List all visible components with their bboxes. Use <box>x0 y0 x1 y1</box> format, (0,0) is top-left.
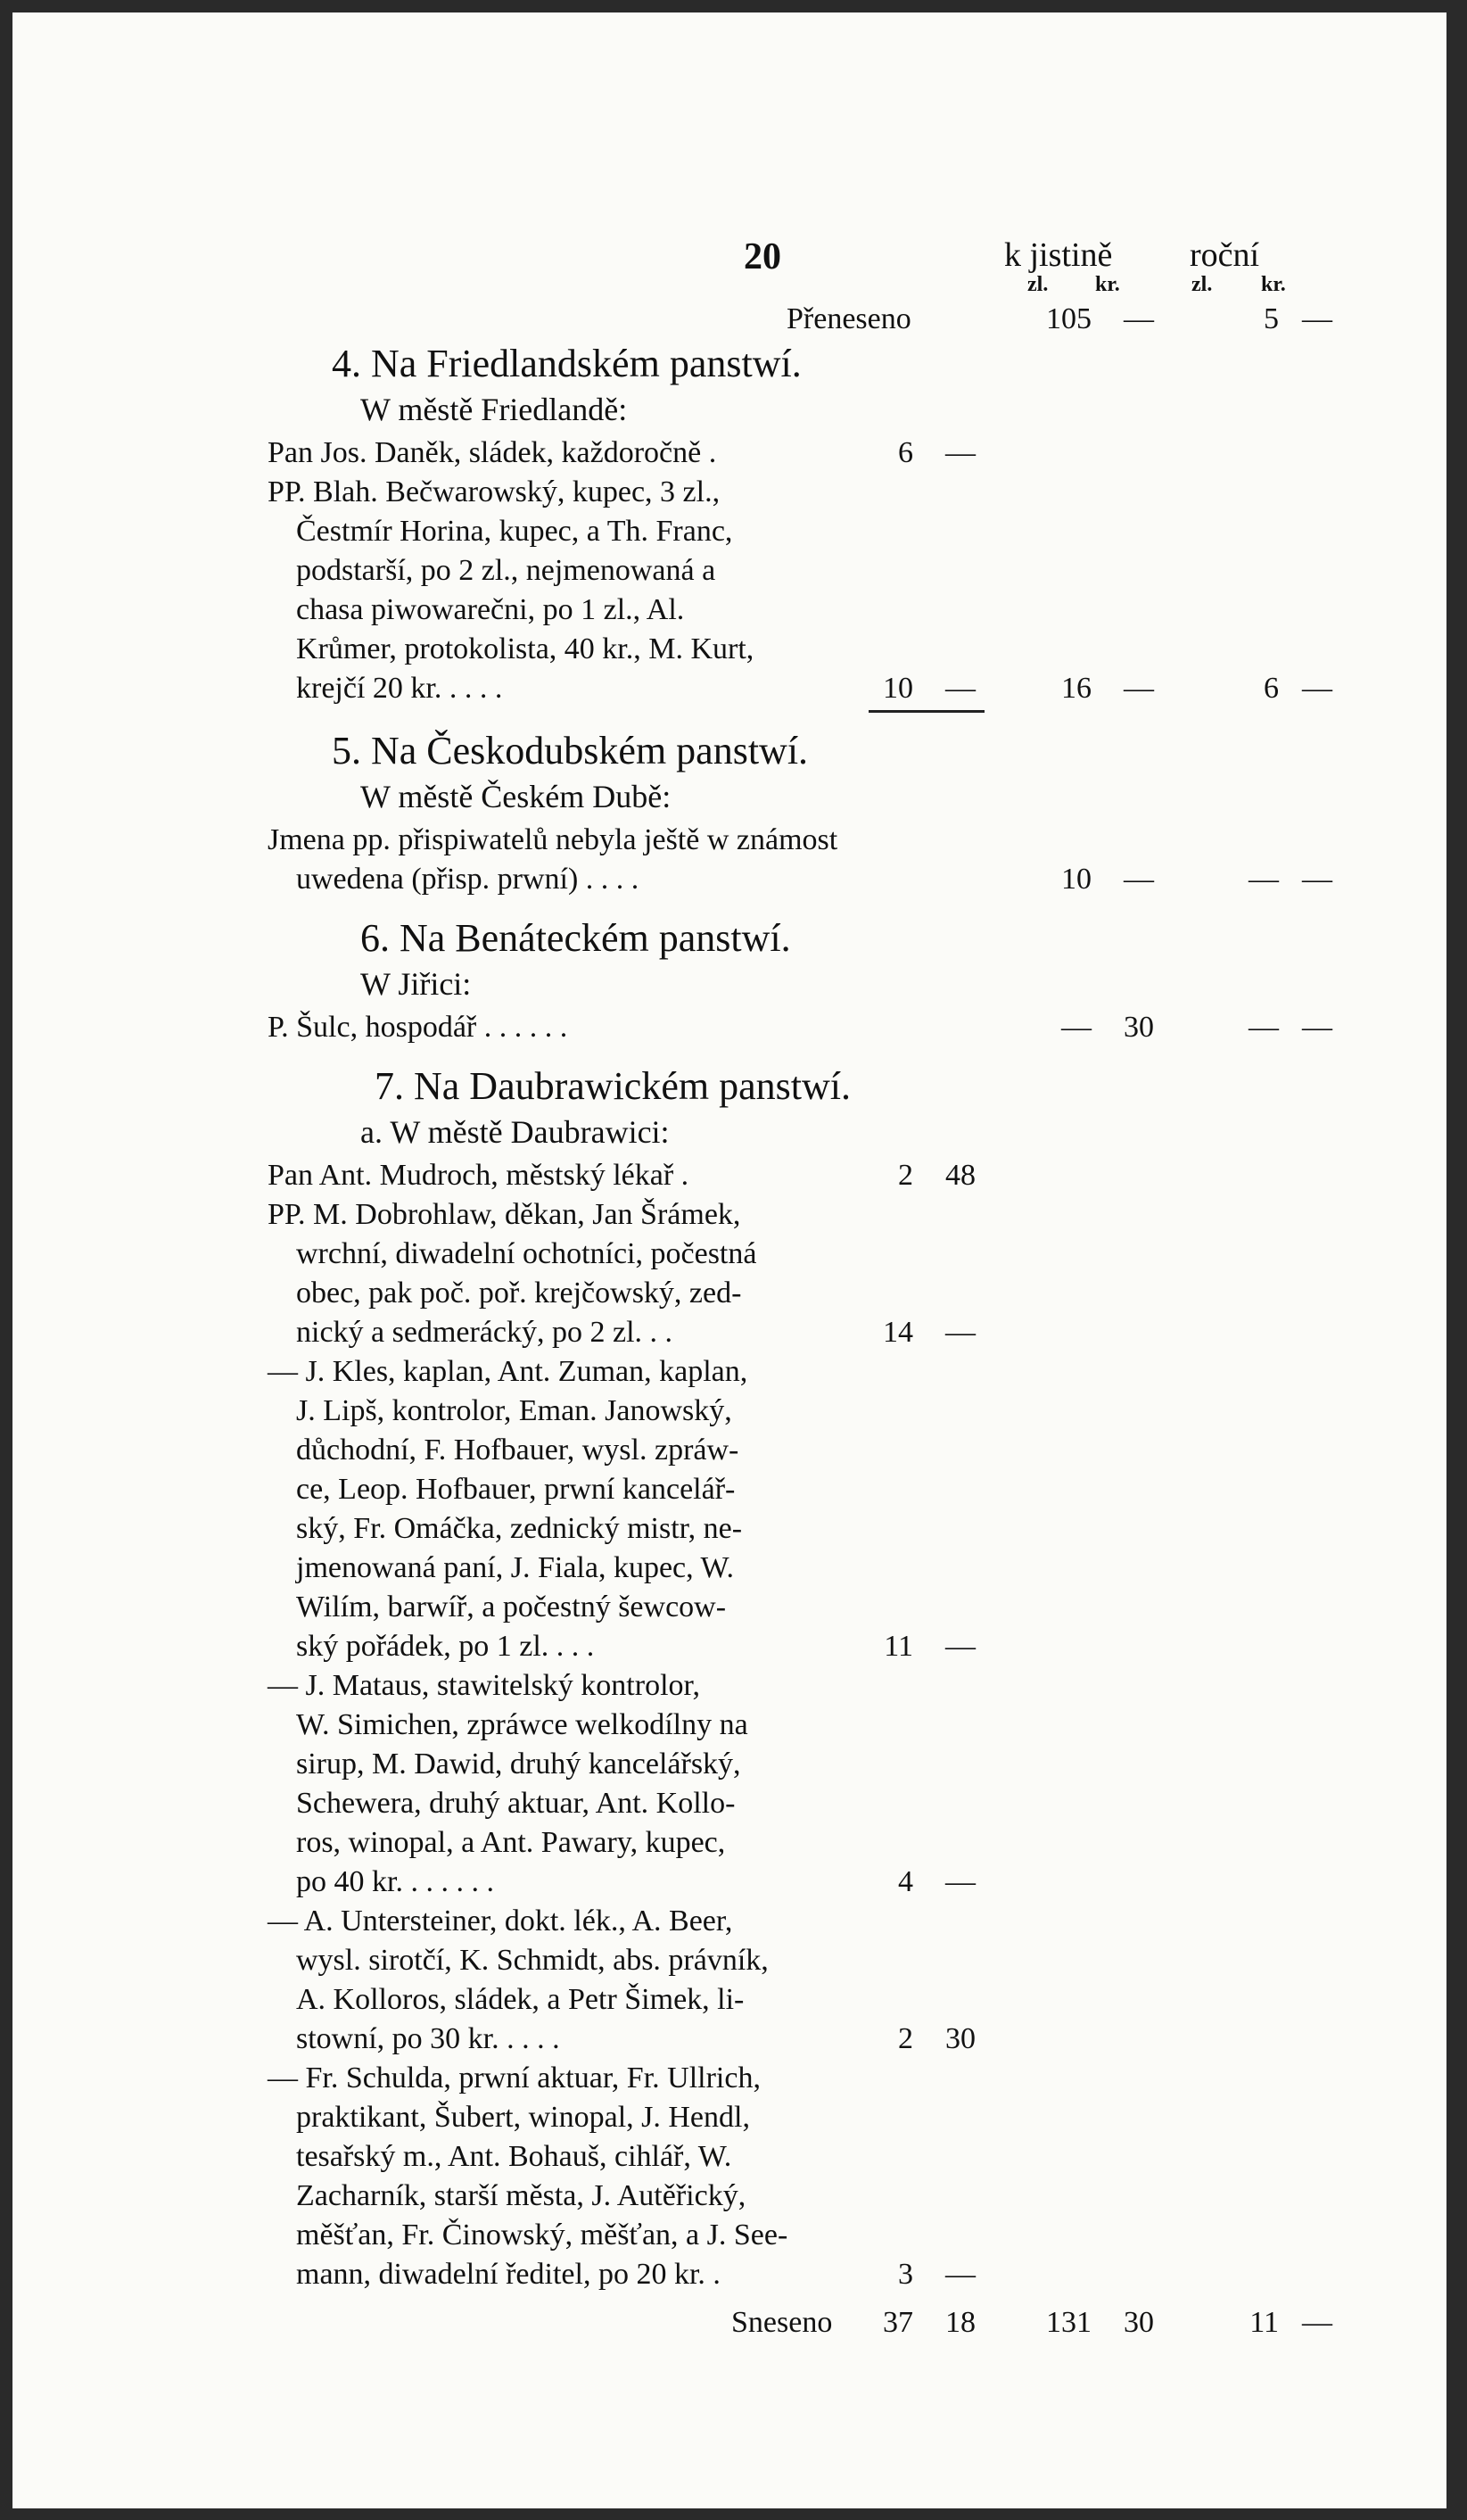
entry-text: ros, winopal, a Ant. Pawary, kupec, <box>296 1826 726 1859</box>
entry-text: nický a sedmerácký, po 2 zl. . . <box>296 1316 673 1349</box>
capital-zl: 16 <box>1061 672 1092 705</box>
entry-text: — Fr. Schulda, prwní aktuar, Fr. Ullrich, <box>268 2061 761 2094</box>
section-7-line <box>253 2137 1288 2177</box>
section-7-line <box>253 1823 1288 1863</box>
annual-zl: — <box>1249 1011 1279 1044</box>
amount-zl: 2 <box>898 2022 913 2055</box>
entry-text: — J. Kles, kaplan, Ant. Zuman, kaplan, <box>268 1355 748 1388</box>
section-7-line <box>253 1313 1288 1352</box>
section-7-line <box>253 2255 1288 2294</box>
total-label: Sneseno <box>731 2306 833 2339</box>
capital-zl: 10 <box>1061 863 1092 896</box>
entry-text: W. Simichen, zpráwce welkodílny na <box>296 1708 748 1741</box>
entry-text: wrchní, diwadelní ochotníci, počestná <box>296 1237 757 1270</box>
amount-zl: 14 <box>883 1316 913 1349</box>
column-capital-heading: k jistině <box>1004 236 1113 274</box>
section-4-line <box>253 434 1288 473</box>
section-7-line <box>253 1941 1288 1980</box>
capital-kr: — <box>1124 863 1154 896</box>
entry-text: P. Šulc, hospodář . . . . . . <box>268 1011 568 1044</box>
section-7-line <box>253 1549 1288 1588</box>
carried-capital-zl: 105 <box>1046 302 1092 335</box>
amount-kr: 30 <box>945 2022 976 2055</box>
section-6-line <box>253 1008 1332 1047</box>
section-7-line <box>253 1902 1288 1941</box>
section-7-line <box>253 2098 1288 2137</box>
section-4-subtitle: W městě Friedlandě: <box>360 392 628 427</box>
section-4-line <box>253 630 1288 669</box>
entry-text: Jmena pp. přispiwatelů nebyla ještě w známost <box>268 823 838 856</box>
annual-zl: — <box>1249 863 1279 896</box>
column-annual-heading: roční <box>1190 236 1260 274</box>
total-annual-zl: 11 <box>1249 2306 1279 2339</box>
amount-zl: 11 <box>884 1630 913 1663</box>
section-7-line <box>253 1666 1288 1706</box>
entry-text: měšťan, Fr. Činowský, měšťan, a J. See- <box>296 2218 788 2251</box>
entry-text: sirup, M. Dawid, druhý kancelářský, <box>296 1747 741 1781</box>
section-5-line <box>253 860 1332 899</box>
unit-zl-1: zl. <box>1027 273 1049 296</box>
amount-zl: 4 <box>898 1865 913 1898</box>
section-4-line <box>253 512 1288 551</box>
section-5-title: 5. Na Českodubském panstwí. <box>332 729 809 773</box>
section-5-line <box>253 821 1288 860</box>
entry-text: PP. Blah. Bečwarowský, kupec, 3 zl., <box>268 475 721 508</box>
annual-zl: 6 <box>1264 672 1279 705</box>
total-annual-kr: — <box>1302 2306 1332 2339</box>
section-7-line <box>253 1431 1288 1470</box>
amount-zl: 6 <box>898 436 913 469</box>
carried-capital-kr: — <box>1124 302 1154 335</box>
section-7-title: 7. Na Daubrawickém panstwí. <box>375 1064 851 1108</box>
entry-text: ský pořádek, po 1 zl. . . . <box>296 1630 595 1663</box>
amount-kr: — <box>945 436 976 469</box>
section-7-line <box>253 2059 1288 2098</box>
carried-forward-row <box>253 300 1332 339</box>
section-7-line <box>253 1274 1288 1313</box>
section-7-line <box>253 1863 1288 1902</box>
section-4-line <box>253 551 1288 591</box>
subtotal-rule <box>869 710 985 713</box>
entry-text: PP. M. Dobrohlaw, děkan, Jan Šrámek, <box>268 1198 741 1231</box>
amount-zl: 10 <box>883 672 913 705</box>
entry-text: důchodní, F. Hofbauer, wysl. zpráw- <box>296 1434 739 1467</box>
entry-text: Čestmír Horina, kupec, a Th. Franc, <box>296 515 733 548</box>
entry-text: podstarší, po 2 zl., nejmenowaná a <box>296 554 716 587</box>
section-4-line <box>253 473 1288 512</box>
entry-text: po 40 kr. . . . . . . <box>296 1865 494 1898</box>
annual-kr: — <box>1302 1011 1332 1044</box>
section-7-line <box>253 1235 1288 1274</box>
section-6-subtitle: W Jiřici: <box>360 966 472 1002</box>
section-7-line <box>253 2177 1288 2216</box>
section-7-line <box>253 1195 1288 1235</box>
section-4-line <box>253 669 1332 708</box>
entry-text: jmenowaná paní, J. Fiala, kupec, W. <box>296 1551 735 1584</box>
total-amount-zl: 37 <box>883 2306 913 2339</box>
section-7-line <box>253 1706 1288 1745</box>
entry-text: Pan Ant. Mudroch, městský lékař . <box>268 1159 689 1192</box>
annual-kr: — <box>1302 672 1332 705</box>
section-7-line <box>253 1392 1288 1431</box>
unit-kr-1: kr. <box>1095 273 1120 296</box>
entry-text: Zacharník, starší města, J. Autěřický, <box>296 2179 746 2212</box>
entry-text: obec, pak poč. poř. krejčowský, zed- <box>296 1277 742 1310</box>
section-7-line <box>253 1980 1288 2020</box>
entry-text: J. Lipš, kontrolor, Eman. Janowský, <box>296 1394 732 1427</box>
entry-text: Wilím, barwíř, a počestný šewcow- <box>296 1590 727 1624</box>
total-row <box>253 2303 1332 2342</box>
section-7-line <box>253 1352 1288 1392</box>
unit-kr-2: kr. <box>1261 273 1286 296</box>
entry-text: ský, Fr. Omáčka, zednický mistr, ne- <box>296 1512 743 1545</box>
total-amount-kr: 18 <box>945 2306 976 2339</box>
amount-kr: — <box>945 1316 976 1349</box>
section-7-line <box>253 1784 1288 1823</box>
entry-text: chasa piwowarečni, po 1 zl., Al. <box>296 593 685 626</box>
section-7-line <box>253 1627 1288 1666</box>
capital-kr: — <box>1124 672 1154 705</box>
amount-kr: — <box>945 672 976 705</box>
section-5-subtitle: W městě Českém Dubě: <box>360 779 672 814</box>
section-4-line <box>253 591 1288 630</box>
capital-zl: — <box>1061 1011 1092 1044</box>
entry-text: — A. Untersteiner, dokt. lék., A. Beer, <box>268 1904 733 1938</box>
entry-text: Krůmer, protokolista, 40 kr., M. Kurt, <box>296 632 754 665</box>
section-7-line <box>253 1588 1288 1627</box>
section-7-line <box>253 1470 1288 1509</box>
entry-text: tesařský m., Ant. Bohauš, cihlář, W. <box>296 2140 732 2173</box>
amount-zl: 3 <box>898 2258 913 2291</box>
section-4-title: 4. Na Friedlandském panstwí. <box>332 342 802 385</box>
total-capital-kr: 30 <box>1124 2306 1154 2339</box>
entry-text: — J. Mataus, stawitelský kontrolor, <box>268 1669 700 1702</box>
page-number: 20 <box>744 236 781 277</box>
annual-kr: — <box>1302 863 1332 896</box>
section-7-line <box>253 2020 1288 2059</box>
amount-kr: — <box>945 1865 976 1898</box>
entry-text: uwedena (přisp. prwní) . . . . <box>296 863 639 896</box>
carried-label: Přeneseno <box>787 302 911 335</box>
entry-text: krejčí 20 kr. . . . . <box>296 672 503 705</box>
entry-text: Schewera, druhý aktuar, Ant. Kollo- <box>296 1787 736 1820</box>
entry-text: Pan Jos. Daněk, sládek, každoročně . <box>268 436 717 469</box>
entry-text: A. Kolloros, sládek, a Petr Šimek, li- <box>296 1983 745 2016</box>
amount-kr: 48 <box>945 1159 976 1192</box>
total-capital-zl: 131 <box>1046 2306 1092 2339</box>
amount-kr: — <box>945 2258 976 2291</box>
entry-text: praktikant, Šubert, winopal, J. Hendl, <box>296 2101 750 2134</box>
book-page <box>12 12 1446 2508</box>
amount-zl: 2 <box>898 1159 913 1192</box>
section-7-line <box>253 2216 1288 2255</box>
amount-kr: — <box>945 1630 976 1663</box>
unit-zl-2: zl. <box>1191 273 1213 296</box>
entry-text: stowní, po 30 kr. . . . . <box>296 2022 560 2055</box>
entry-text: wysl. sirotčí, K. Schmidt, abs. právník, <box>296 1944 769 1977</box>
section-7-subtitle: a. W městě Daubrawici: <box>360 1114 670 1150</box>
entry-text: ce, Leop. Hofbauer, prwní kancelář- <box>296 1473 736 1506</box>
carried-annual-zl: 5 <box>1264 302 1279 335</box>
capital-kr: 30 <box>1124 1011 1154 1044</box>
entry-text: mann, diwadelní ředitel, po 20 kr. . <box>296 2258 721 2291</box>
carried-annual-kr: — <box>1302 302 1332 335</box>
section-7-line <box>253 1156 1288 1195</box>
section-6-title: 6. Na Benáteckém panstwí. <box>360 916 791 960</box>
section-7-line <box>253 1745 1288 1784</box>
section-7-line <box>253 1509 1288 1549</box>
